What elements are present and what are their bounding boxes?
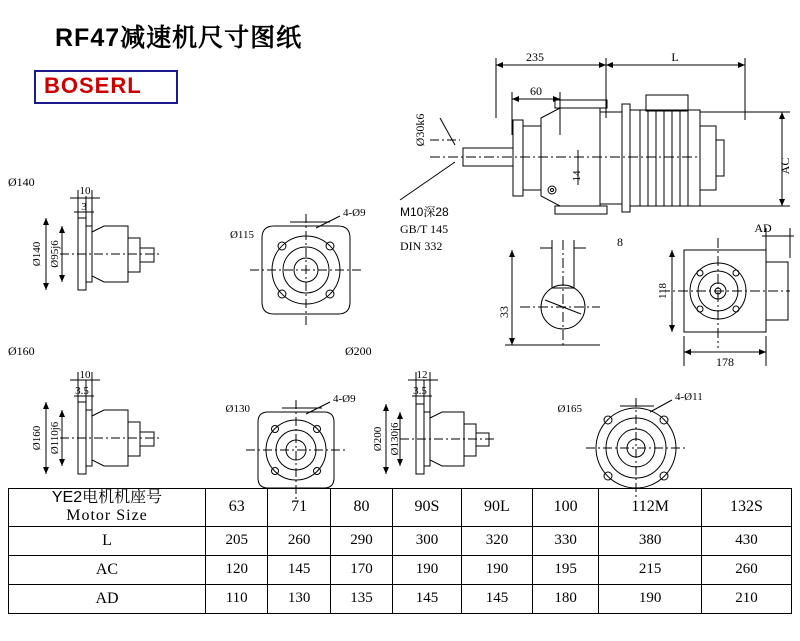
- table-cell: 145: [268, 555, 330, 584]
- label-holes-9-b: 4-Ø9: [333, 393, 356, 405]
- motor-adapter: [600, 104, 630, 212]
- label-flange-200: Ø200: [345, 344, 372, 358]
- dim-60: [512, 92, 560, 135]
- label-flange-165: Ø165: [557, 403, 582, 415]
- label-bore-95: Ø95j6: [49, 240, 61, 268]
- label-bore-200: Ø200: [372, 426, 384, 452]
- view-165-front: [586, 398, 686, 498]
- tap-leader: [400, 162, 455, 200]
- label-flange-130: Ø130: [225, 403, 250, 415]
- motor-size-table: [8, 488, 792, 614]
- output-shaft: [430, 148, 700, 166]
- table-row-label: AC: [9, 555, 206, 584]
- shaft-end-detail: [505, 240, 600, 345]
- label-dim-35-a: 3.5: [75, 385, 89, 397]
- shaft-dia-leader: [430, 118, 460, 145]
- table-cell: 215: [599, 555, 702, 584]
- table-cell: 190: [461, 555, 532, 584]
- table-cell: 330: [532, 526, 598, 555]
- table-row-label: AD: [9, 584, 206, 613]
- table-cell: 205: [206, 526, 268, 555]
- label-holes-11: 4-Ø11: [675, 391, 703, 403]
- motor-end-view: [660, 228, 794, 366]
- label-key-33: 33: [497, 306, 511, 318]
- table-col-header: 90L: [461, 489, 532, 527]
- table-cell: 430: [701, 526, 791, 555]
- table-cell: 170: [330, 555, 392, 584]
- table-cell: 180: [532, 584, 598, 613]
- table-cell: 190: [393, 555, 462, 584]
- table-cell: 130: [268, 584, 330, 613]
- label-dim-AC-top: AC: [778, 157, 792, 175]
- label-dim-AD: AD: [754, 221, 772, 235]
- label-dim-35-b: 3.5: [413, 385, 427, 397]
- table-header-label: [9, 489, 206, 527]
- label-dim-235: 235: [526, 50, 544, 64]
- table-cell: 260: [701, 555, 791, 584]
- label-dim-3: 3: [81, 201, 87, 213]
- view-115-front: [250, 214, 362, 326]
- label-bore-140: Ø140: [31, 241, 43, 267]
- table-cell: 135: [330, 584, 392, 613]
- table-row: [9, 584, 792, 613]
- table-cell: 190: [599, 584, 702, 613]
- label-bore-110: Ø110j6: [49, 421, 61, 455]
- view-140-side: [43, 190, 160, 290]
- table-cell: 145: [393, 584, 462, 613]
- table-col-header: 63: [206, 489, 268, 527]
- table-cell: 210: [701, 584, 791, 613]
- table-row: [9, 555, 792, 584]
- label-dim-118: 118: [657, 282, 669, 300]
- view-130-front: [246, 400, 346, 500]
- label-tap-3: DIN 332: [400, 239, 443, 253]
- label-tap-1: M10深28: [400, 205, 449, 219]
- table-cell: 120: [206, 555, 268, 584]
- label-key-14: 14: [571, 170, 583, 182]
- label-shaft-dia: Ø30k6: [413, 113, 427, 147]
- label-dim-L-top: L: [671, 50, 679, 64]
- label-dim-10-b: 10: [79, 369, 91, 381]
- table-header-label-en: Motor Size: [66, 507, 148, 525]
- page-title: RF47减速机尺寸图纸: [55, 24, 303, 52]
- label-tap-2: GB/T 145: [400, 222, 449, 236]
- label-flange-115: Ø115: [229, 229, 254, 241]
- table-col-header: 90S: [393, 489, 462, 527]
- table-cell: 320: [461, 526, 532, 555]
- table-col-header: 100: [532, 489, 598, 527]
- label-flange-140: Ø140: [8, 175, 35, 189]
- table-cell: 145: [461, 584, 532, 613]
- table-cell: 290: [330, 526, 392, 555]
- label-flange-160: Ø160: [8, 344, 35, 358]
- table-row-label: L: [9, 526, 206, 555]
- table-header-label-cn: YE2电机机座号: [51, 489, 163, 506]
- label-dim-178: 178: [716, 355, 734, 369]
- table-cell: 195: [532, 555, 598, 584]
- label-dim-60: 60: [530, 84, 542, 98]
- table-row: [9, 526, 792, 555]
- label-bore-130: Ø130j6: [389, 422, 401, 456]
- table-cell: 110: [206, 584, 268, 613]
- label-dim-12: 12: [416, 369, 428, 381]
- table-cell: 380: [599, 526, 702, 555]
- table-col-header: 80: [330, 489, 392, 527]
- label-dim-10-a: 10: [79, 185, 91, 197]
- label-holes-9-a: 4-Ø9: [343, 207, 366, 219]
- table-col-header: 112M: [599, 489, 702, 527]
- table-col-header: 71: [268, 489, 330, 527]
- table-cell: 260: [268, 526, 330, 555]
- table-col-header: 132S: [701, 489, 791, 527]
- label-key-8: 8: [617, 235, 623, 249]
- brand-logo-text: BOSERL: [44, 73, 142, 98]
- table-cell: 300: [393, 526, 462, 555]
- label-bore-160: Ø160: [31, 425, 43, 451]
